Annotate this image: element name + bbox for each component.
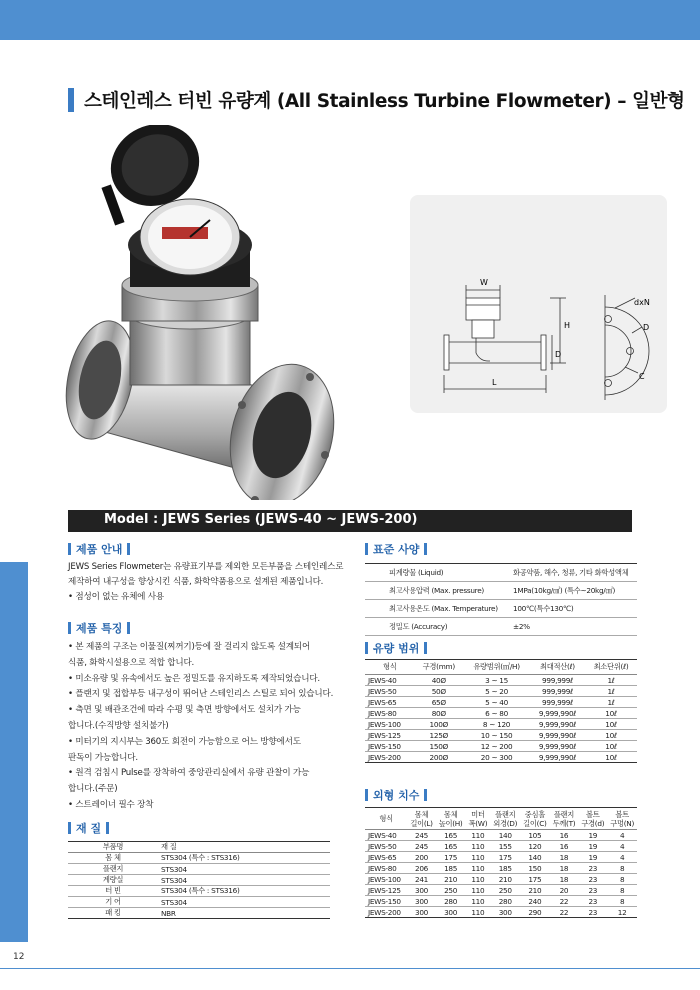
flowmeter-photo — [60, 125, 360, 500]
intro-text: JEWS Series Flowmeter는 유량표기부를 제외한 모든부품을 스테인레스로 제작하여 내구성을 향상시킨 식품, 화학약품용으로 설계된 제품입니다. • 점성이 없는 유체에 사용 — [68, 562, 344, 602]
model-banner — [68, 510, 632, 532]
dimensions-table: 형식 몸체 길이(L) 몸체 높이(H) 미터 폭(W) 플랜지 외경(D) 중심홀 길이(C) 플랜지 두께(T) 볼트 구경(d) 볼트 구멍(N) JEWS-40 245 165 110 140 105 16 19 4 JEWS-50 245 165 110 155 120 16 19 4 JEWS-65 200 175 110 175 140 18 19 4 JEWS-80 206 185 110 185 150 18 23 8 JEWS-100 241 210 110 210 175 18 23 8 JEWS-125 300 250 110 250 210 20 23 8 JEWS-150 300 280 110 280 240 22 23 8 JEWS-200 300 300 110 300 290 22 23 12 — [365, 807, 637, 918]
section-heading-intro: 제품 안내 — [68, 541, 130, 557]
section-heading-features: 제품 특징 — [68, 620, 130, 636]
section-heading-dims: 외형 치수 — [365, 787, 427, 803]
page-number: 12 — [13, 952, 25, 962]
section-heading-material: 재 질 — [68, 820, 109, 836]
section-heading-spec: 표준 사양 — [365, 541, 427, 557]
title-text: 스테인레스 터빈 유량계 (All Stainless Turbine Flowmeter) – 일반형 — [84, 91, 685, 112]
dimension-drawing-svg — [410, 195, 667, 413]
flow-range-table: 형식 구경(mm) 유량범위(㎥/H) 최대적산(ℓ) 최소단위(ℓ) JEWS-40 40Ø 3 ~ 15 999,999ℓ 1ℓ JEWS-50 50Ø 5 ~ 20 999,999ℓ 1ℓ JEWS-65 65Ø 5 ~ 40 999,999ℓ 1ℓ JEWS-80 80Ø 6 ~ 80 9,999,990ℓ 10ℓ JEWS-100 100Ø 8 ~ 120 9,999,990ℓ 10ℓ JEWS-125 125Ø 10 ~ 150 9,999,990ℓ 10ℓ JEWS-150 150Ø 12 ~ 200 9,999,990ℓ 10ℓ JEWS-200 200Ø 20 ~ 300 9,999,990ℓ 10ℓ — [365, 659, 637, 763]
material-table: 부품명 재 질 몸 체 STS304 (특수 : STS316) 플랜지 STS304 계량실 STS304 터 빈 STS304 (특수 : STS316) 기 어 STS304 패 킹 NBR — [68, 841, 330, 919]
title-marker — [68, 88, 74, 112]
footer-rule — [0, 968, 700, 969]
dim-label-d2: D — [643, 323, 650, 332]
dim-label-c: C — [639, 372, 645, 381]
model-label: Model : JEWS Series (JEWS-40 ~ JEWS-200) — [104, 512, 418, 527]
dim-label-l: L — [492, 378, 497, 387]
section-heading-range: 유량 범위 — [365, 640, 427, 656]
spec-table: 피계량물 (Liquid) 화공약품, 해수, 청류, 기타 화학성액체 최고사용압력 (Max. pressure) 1MPa(10kg/㎠) (특수~20kg/㎠) 최고사용온도 (Max. Temperature) 100℃(특수130℃) 정밀도 (Accuracy) ±2% — [365, 563, 637, 636]
features-list: • 본 제품의 구조는 이물질(찌꺼기)등에 잘 걸리지 않도록 설계되어 식품, 화학시설용으로 적합 합니다. • 미소유량 및 유속에서도 높은 정밀도를 유지하도록 제작되었습니다. • 플랜지 및 접합부등 내구성이 뛰어난 스테인리스 스틸로 되어 있습니다. • 측면 및 배관조건에 따라 수평 및 측면 방향에서도 설치가 가능 합니다.(수직방향 설치불가) • 미터기의 지시부는 360도 회전이 가능함으로 어느 방향에서도 판독이 가능합니다. • 원격 검침시 Pulse를 장착하여 중앙관리실에서 유량 관찰이 가능 합니다.(주문) • 스트레이너 필수 장착 — [68, 642, 334, 810]
dim-label-dxn: dxN — [634, 298, 650, 307]
dim-label-h: H — [564, 321, 571, 330]
dim-label-w: W — [480, 278, 488, 287]
dim-label-d: D — [555, 350, 562, 359]
side-tab — [0, 562, 28, 942]
top-band — [0, 0, 700, 40]
page-title — [68, 88, 685, 112]
dimension-drawing — [410, 195, 667, 413]
